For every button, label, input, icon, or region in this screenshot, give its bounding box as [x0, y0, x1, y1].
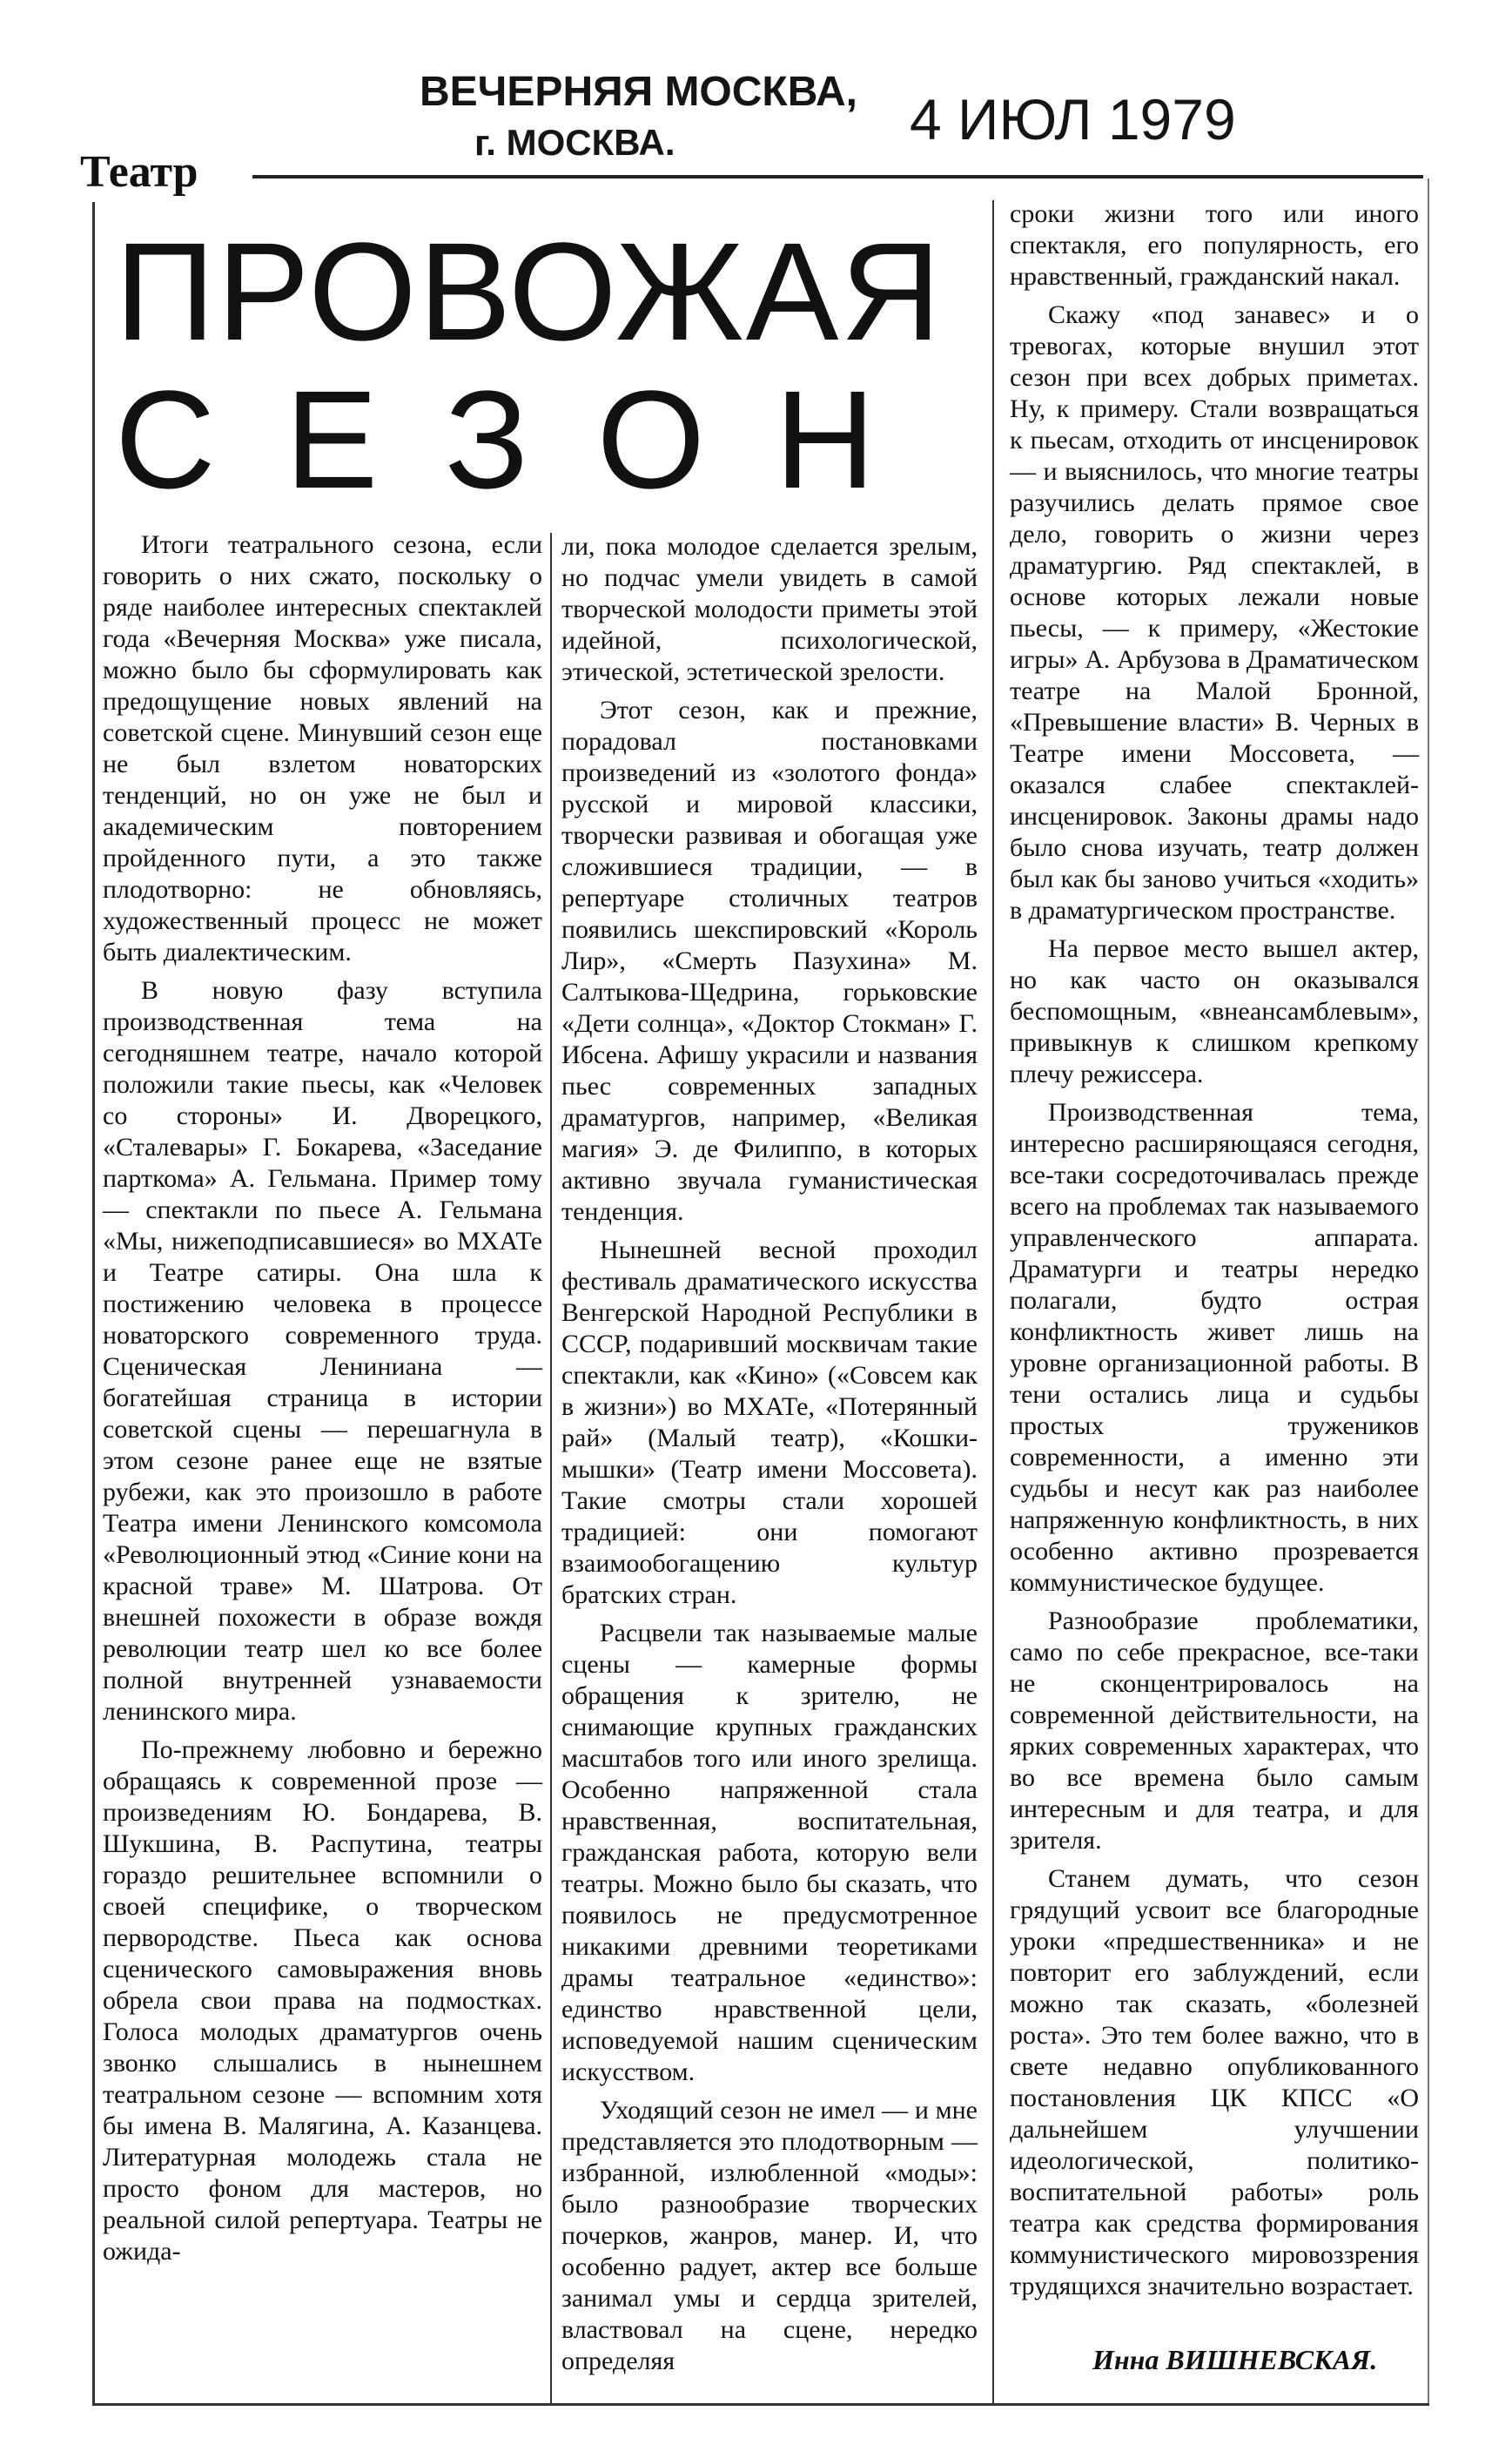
paragraph: Этот сезон, как и прежние, порадовал постановками произведений из «золотого фонда» русской и мировой классики, творчески развивая и обогащая уже сложившиеся традиции, — в репертуаре столичных театров появились шекспировский «Король Лир», «Смерть Пазухина» М. Салтыкова-Щедрина, горьковские «Дети солнца», «Доктор Стокман» Г. Ибсена. Афишу украсили и названия пьес современных западных драматургов, например, «Великая магия» Э. де Филиппо, в которых активно звучала гуманистическая тенденция. — [561, 696, 978, 1226]
paragraph: На первое место вышел актер, но как часто он оказывался беспомощным, «внеансамблевым», привыкнув к слишком крепкому плечу режиссера. — [1010, 934, 1419, 1088]
headline-line-1: ПРОВОЖАЯ — [115, 213, 943, 369]
left-border — [92, 202, 95, 2405]
right-border — [1428, 178, 1429, 2403]
paragraph: Станем думать, что сезон грядущий усвоит все благородные уроки «предшественника» и не повторит его заблуждений, если можно так сказать, «болезней роста». Это тем более важно, что в свете недавно опубликованного постановления ЦК КПСС «О дальнейшем улучшении идеологической, политико-воспитательной работы» роль театра как средства формирования коммунистического мировоззрения трудящихся значительно возрастает. — [1010, 1864, 1419, 2300]
paragraph: Уходящий сезон не имел — и мне представляется это плодотворным — избранной, излюбленной «моды»: было разнообразие творческих почерков, жанров, манер. И, что особенно радует, актер все больше занимал умы и сердца зрителей, властвовал на сцене, нередко определяя — [561, 2096, 978, 2375]
author-signature: Инна ВИШНЕВСКАЯ. — [1092, 2344, 1378, 2375]
paragraph: Расцвели так называемые малые сцены — камерные формы обращения к зрителю, не снимающие крупных гражданских масштабов того или иного зрелища. Особенно напряженной стала нравственная, воспитательная, гражданская работа, которую вели театры. Можно было бы сказать, что появилось не предусмотренное никакими древними теоретиками драмы театральное «единство»: единство нравственной цели, исповедуемой нашим сценическим искусством. — [561, 1619, 978, 2086]
paragraph: Разнообразие проблематики, само по себе прекрасное, все-таки не сконцентрировалось на современной действительности, на ярких современных характерах, что во все времена было самым интересным и для театра, и для зрителя. — [1010, 1606, 1419, 1855]
rubric-rule — [252, 175, 1423, 178]
bottom-border — [92, 2403, 1429, 2406]
column-divider-1 — [550, 533, 552, 2403]
headline-line-2: СЕЗОН — [115, 361, 945, 517]
paragraph-continuation: ли, пока молодое сделается зрелым, но подчас умели увидеть в самой творческой молодости приметы этой идейной, психологической, этической, эстетической зрелости. — [561, 532, 978, 686]
section-rubric: Театр — [80, 147, 198, 197]
newspaper-stamp-city: г. МОСКВА. — [474, 122, 675, 163]
paragraph: В новую фазу вступила производственная тема на сегодняшнем театре, начало которой положили такие пьесы, как «Человек со стороны» И. Дворецкого, «Сталевары» Г. Бокарева, «Заседание парткома» А. Гельмана. Пример тому — спектакли по пьесе А. Гельмана «Мы, нижеподписавшиеся» во МХАТе и Театре сатиры. Она шла к постижению человека в процессе новаторского современного труда. Сценическая Лениниана — богатейшая страница в истории советской сцены — перешагнула в этом сезоне ранее еще не взятые рубежи, как это произошло в работе Театра имени Ленинского комсомола «Революционный этюд «Синие кони на красной траве» М. Шатрова. От внешней похожести в образе вождя революции театр шел ко все более полной внутренней узнаваемости ленинского мира. — [103, 976, 542, 1726]
column-divider-2 — [992, 200, 994, 2403]
paragraph: Нынешней весной проходил фестиваль драматического искусства Венгерской Народной Республики в СССР, подаривший москвичам такие спектакли, как «Кино» («Совсем как в жизни») во МХАТе, «Потерянный рай» (Малый театр), «Кошки-мышки» (Театр имени Моссовета). Такие смотры стали хорошей традицией: они помогают взаимообогащению культур братских стран. — [561, 1236, 978, 1609]
newspaper-stamp-date: 4 ИЮЛ 1979 — [910, 87, 1236, 152]
paragraph: Производственная тема, интересно расширяющаяся сегодня, все-таки сосредоточивалась прежде всего на проблемах так называемого управленческого аппарата. Драматурги и театры нередко полагали, будто острая конфликтность живет лишь на уровне организационной работы. В тени остались лица и судьбы простых тружеников современности, а именно эти судьбы и несут как раз наиболее напряженную конфликтность, в них особенно активно прозревается коммунистическое будущее. — [1010, 1098, 1419, 1597]
article-column-1 — [103, 529, 542, 2274]
article-column-3 — [1010, 199, 1419, 2309]
newspaper-stamp-name: ВЕЧЕРНЯЯ МОСКВА, — [420, 69, 857, 115]
paragraph: Итоги театрального сезона, если говорить о них сжато, поскольку о ряде наиболее интересных спектаклей года «Вечерняя Москва» уже писала, можно было бы сформулировать как предощущение новых явлений на советской сцене. Минувший сезон еще не был взлетом новаторских тенденций, но он уже не был и академическим повторением пройденного пути, а это также плодотворно: не обновляясь, художественный процесс не может быть диалектическим. — [103, 530, 542, 966]
paragraph: Скажу «под занавес» и о тревогах, которые внушил этот сезон при всех добрых приметах. Ну, к примеру. Стали возвращаться к пьесам, отходить от инсценировок — и выяснилось, что многие театры разучились делать прямое свое дело, говорить о жизни через драматургию. Ряд спектаклей, в основе которых лежали новые пьесы, — к примеру, «Жестокие игры» А. Арбузова в Драматическом театре на Малой Бронной, «Превышение власти» В. Черных в Театре имени Моссовета, — оказался слабее спектаклей-инсценировок. Законы драмы надо было снова изучать, театр должен был как бы заново учиться «ходить» в драматургическом пространстве. — [1010, 300, 1419, 925]
article-column-2 — [561, 531, 978, 2384]
paragraph: По-прежнему любовно и бережно обращаясь к современной прозе — произведениям Ю. Бондарева, В. Шукшина, В. Распутина, театры гораздо решительнее вспомнили о своей специфике, о творческом первородстве. Пьеса как основа сценического самовыражения вновь обрела свои права на подмостках. Голоса молодых драматургов очень звонко слышались в нынешнем театральном сезоне — вспомним хотя бы имена В. Малягина, А. Казанцева. Литературная молодежь стала не просто фоном для мастеров, но реальной силой репертуара. Театры не ожида- — [103, 1735, 542, 2266]
paragraph-continuation: сроки жизни того или иного спектакля, его популярность, его нравственный, гражданский накал. — [1010, 199, 1419, 291]
